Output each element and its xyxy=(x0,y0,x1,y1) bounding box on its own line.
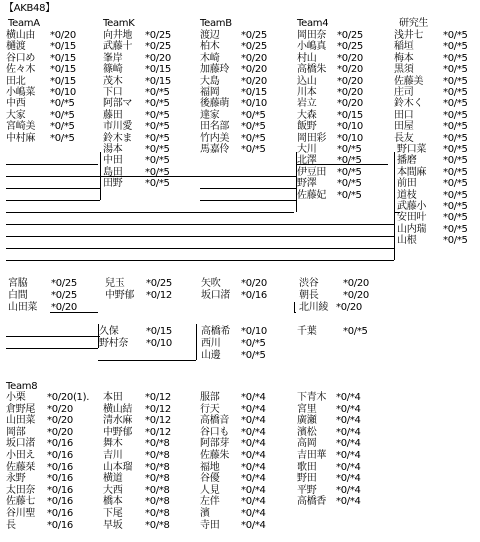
member-name: 西川 xyxy=(201,338,221,349)
member-score: *0/*5 xyxy=(337,155,362,167)
member-score: *0/20 xyxy=(145,52,171,64)
ruled-line xyxy=(6,336,98,337)
member-name: 伊豆田 xyxy=(297,166,327,178)
member-score: *0/10 xyxy=(146,338,172,349)
member-name: 岩立 xyxy=(297,98,317,110)
ruled-line xyxy=(394,152,395,260)
member-score: *0/16 xyxy=(241,290,267,301)
member-score: *0/12 xyxy=(145,392,171,403)
member-name: 浅井七 xyxy=(394,30,424,41)
member-name: 加藤玲 xyxy=(200,64,230,76)
team-header: TeamB xyxy=(200,18,232,29)
member-name: 兒玉 xyxy=(105,278,125,289)
member-name: 後藤萌 xyxy=(200,98,230,110)
member-score: *0/20 xyxy=(241,278,267,289)
member-name: 田屋 xyxy=(394,121,414,133)
member-score: *0/*4 xyxy=(241,426,266,438)
member-score: *0/*8 xyxy=(145,461,170,473)
member-score: *0/*8 xyxy=(145,450,170,461)
member-score: *0/*5 xyxy=(443,121,468,133)
member-score: *0/25 xyxy=(337,41,363,53)
member-score: *0/20 xyxy=(47,426,73,438)
member-score: *0/*5 xyxy=(145,155,170,167)
member-score: *0/*5 xyxy=(50,121,75,133)
member-name: 高橋希 xyxy=(201,326,231,337)
member-score: *0/*5 xyxy=(145,166,170,178)
member-score: *0/16 xyxy=(47,438,73,450)
member-score: *0/12 xyxy=(145,403,171,415)
member-score: *0/*5 xyxy=(443,41,468,53)
member-name: 阿部マ xyxy=(103,98,133,110)
member-score: *0/25 xyxy=(145,30,171,41)
member-name: 佐藤七 xyxy=(6,496,36,508)
member-score: *0/*4 xyxy=(241,415,266,427)
ruled-line xyxy=(196,324,197,360)
member-name: 清水麻 xyxy=(103,415,133,427)
member-name: 下口 xyxy=(103,87,123,98)
member-score: *0/*5 xyxy=(337,178,362,190)
member-name: 坂口渚 xyxy=(6,438,36,450)
member-score: *0/20 xyxy=(337,52,363,64)
member-name: 込山 xyxy=(297,75,317,87)
member-name: 山田菜 xyxy=(6,415,36,427)
member-score: *0/*5 xyxy=(443,155,468,167)
member-name: 本田 xyxy=(103,392,123,403)
ruled-line xyxy=(294,302,295,312)
member-score: *0/*8 xyxy=(145,473,170,485)
member-name: 永野 xyxy=(6,473,26,485)
member-score: *0/*5 xyxy=(145,121,170,133)
member-score: *0/20 xyxy=(241,75,267,87)
member-name: 田口 xyxy=(394,109,414,121)
member-score: *0/20 xyxy=(47,415,73,427)
member-name: 谷口も xyxy=(200,426,230,438)
member-name: 濱 xyxy=(200,508,210,519)
member-score: *0/*5 xyxy=(337,189,362,201)
member-name: 小嶋真 xyxy=(297,41,327,53)
member-score: *0/*5 xyxy=(241,109,266,121)
member-score: *0/*4 xyxy=(241,508,266,519)
member-name: 前田 xyxy=(397,178,417,190)
member-name: 下尾 xyxy=(103,508,123,519)
member-name: 篠崎 xyxy=(103,64,123,76)
member-score: *0/*4 xyxy=(241,484,266,496)
team-header: TeamK xyxy=(103,18,135,29)
member-score: *0/*5 xyxy=(443,223,468,235)
member-score: *0/*4 xyxy=(336,473,361,485)
document-heading: 【AKB48】 xyxy=(4,3,55,14)
team-header: TeamA xyxy=(8,18,40,29)
member-score: *0/25 xyxy=(241,30,267,41)
member-score: *0/*4 xyxy=(241,496,266,508)
member-name: 佐藤美 xyxy=(394,75,424,87)
member-name: 山邊 xyxy=(201,350,221,361)
team-header: 研究生 xyxy=(399,18,429,29)
member-name: 坂口渚 xyxy=(201,290,231,301)
member-name: 中田 xyxy=(103,155,123,167)
member-name: 山田菜 xyxy=(8,302,38,313)
member-score: *0/*5 xyxy=(443,98,468,110)
member-score: *0/*4 xyxy=(336,450,361,461)
member-name: 峯岸 xyxy=(103,52,123,64)
member-score: *0/20 xyxy=(336,302,362,313)
member-score: *0/*5 xyxy=(443,144,468,155)
ruled-line xyxy=(6,212,294,213)
member-name: 大西 xyxy=(103,484,123,496)
member-score: *0/*5 xyxy=(443,87,468,98)
member-score: *0/20 xyxy=(337,98,363,110)
member-score: *0/*5 xyxy=(145,178,170,190)
member-name: 大島 xyxy=(200,75,220,87)
ruled-line xyxy=(6,176,100,177)
member-name: 村山 xyxy=(297,52,317,64)
member-score: *0/*4 xyxy=(241,473,266,485)
ruled-line xyxy=(294,312,296,313)
member-score: *0/20 xyxy=(47,403,73,415)
ruled-line xyxy=(200,200,297,201)
member-name: 鈴木く xyxy=(394,98,424,110)
member-score: *0/*5 xyxy=(443,212,468,224)
member-score: *0/12 xyxy=(145,426,171,438)
member-score: *0/*4 xyxy=(241,450,266,461)
member-score: *0/25 xyxy=(51,278,77,289)
member-name: 北澤 xyxy=(297,155,317,167)
member-score: *0/16 xyxy=(47,496,73,508)
member-score: *0/*4 xyxy=(241,519,266,531)
ruled-line xyxy=(6,224,394,225)
member-score: *0/12 xyxy=(146,290,172,301)
member-name: 久保 xyxy=(99,326,119,337)
member-score: *0/20 xyxy=(51,302,77,313)
member-name: 梅本 xyxy=(394,52,414,64)
member-score: *0/*5 xyxy=(443,64,468,76)
member-score: *0/16 xyxy=(47,484,73,496)
member-score: *0/*5 xyxy=(145,132,170,144)
ruled-line xyxy=(6,248,394,249)
member-name: 廣瀬 xyxy=(297,415,317,427)
member-name: 渋谷 xyxy=(299,278,319,289)
member-score: *0/12 xyxy=(145,415,171,427)
member-name: 渡辺 xyxy=(200,30,220,41)
member-name: 高橋音 xyxy=(200,415,230,427)
ruled-line xyxy=(6,260,394,261)
member-score: *0/20 xyxy=(50,30,76,41)
member-score: *0/15 xyxy=(145,64,171,76)
member-name: 佐藤朱 xyxy=(200,450,230,461)
member-score: *0/15 xyxy=(50,41,76,53)
member-score: *0/16 xyxy=(47,473,73,485)
member-score: *0/*5 xyxy=(443,189,468,201)
member-score: *0/*5 xyxy=(50,98,75,110)
member-score: *0/20 xyxy=(337,64,363,76)
member-score: *0/10 xyxy=(241,98,267,110)
member-score: *0/20 xyxy=(337,75,363,87)
member-score: *0/*5 xyxy=(241,144,266,155)
member-name: 高岡 xyxy=(297,438,317,450)
member-name: 吉田華 xyxy=(297,450,327,461)
member-score: *0/15 xyxy=(241,87,267,98)
ruled-line xyxy=(98,324,99,348)
member-score: *0/15 xyxy=(50,52,76,64)
member-score: *0/15 xyxy=(337,109,363,121)
member-score: *0/15 xyxy=(146,326,172,337)
member-name: 岡田彩 xyxy=(297,132,327,144)
member-name: 山根 xyxy=(397,235,417,247)
member-name: 野村奈 xyxy=(99,338,129,349)
member-score: *0/*5 xyxy=(443,30,468,41)
member-name: 下青木 xyxy=(297,392,327,403)
member-score: *0/*4 xyxy=(241,438,266,450)
member-name: 佐藤妃 xyxy=(297,189,327,201)
member-name: 白間 xyxy=(8,290,28,301)
member-name: 濱松 xyxy=(297,426,317,438)
member-name: 高橋朱 xyxy=(297,64,327,76)
member-score: *0/*5 xyxy=(241,350,266,361)
member-name: 大家 xyxy=(6,109,26,121)
member-score: *0/*5 xyxy=(50,132,75,144)
member-score: *0/*5 xyxy=(443,201,468,212)
member-name: 吉川 xyxy=(103,450,123,461)
member-score: *0/16 xyxy=(47,519,73,531)
member-name: 福地 xyxy=(200,461,220,473)
member-name: 野澤 xyxy=(297,178,317,190)
member-name: 鈴木ま xyxy=(103,132,133,144)
member-name: 寺田 xyxy=(200,519,220,531)
member-name: 橋本 xyxy=(103,496,123,508)
member-name: 小嶋菜 xyxy=(6,87,36,98)
member-name: 横山由 xyxy=(6,30,36,41)
member-score: *0/16 xyxy=(47,508,73,519)
member-name: 横山結 xyxy=(103,403,133,415)
ruled-line xyxy=(6,348,98,349)
member-name: 道枝 xyxy=(397,189,417,201)
member-score: *0/*4 xyxy=(336,484,361,496)
member-name: 大森 xyxy=(297,109,317,121)
member-score: *0/*4 xyxy=(336,438,361,450)
member-name: 川本 xyxy=(297,87,317,98)
member-score: *0/*5 xyxy=(443,75,468,87)
ruled-line xyxy=(6,236,394,237)
member-score: *0/*4 xyxy=(336,426,361,438)
member-name: 舞木 xyxy=(103,438,123,450)
member-score: *0/15 xyxy=(50,75,76,87)
member-score: *0/15 xyxy=(50,64,76,76)
member-score: *0/*5 xyxy=(443,166,468,178)
ruled-line xyxy=(100,152,101,200)
member-score: *0/20 xyxy=(343,290,369,301)
member-name: 木崎 xyxy=(200,52,220,64)
member-score: *0/20 xyxy=(337,87,363,98)
member-score: *0/*4 xyxy=(336,461,361,473)
member-score: *0/*8 xyxy=(145,438,170,450)
member-name: 長 xyxy=(6,519,16,531)
member-score: *0/*5 xyxy=(145,87,170,98)
member-name: 柏木 xyxy=(200,41,220,53)
member-name: 山本瑠 xyxy=(103,461,133,473)
member-name: 稲垣 xyxy=(394,41,414,53)
member-name: 山内瑞 xyxy=(397,223,427,235)
member-name: 向井地 xyxy=(103,30,133,41)
member-name: 野口菜 xyxy=(397,144,427,155)
member-name: 倉野尾 xyxy=(6,403,36,415)
ruled-line xyxy=(6,188,100,189)
member-score: *0/20 xyxy=(343,278,369,289)
member-score: *0/*5 xyxy=(145,144,170,155)
member-score: *0/25 xyxy=(51,290,77,301)
member-name: 宮里 xyxy=(297,403,317,415)
member-score: *0/*5 xyxy=(145,98,170,110)
member-name: 中野郁 xyxy=(105,290,135,301)
member-name: 宮脇 xyxy=(8,278,28,289)
member-name: 佐藤栞 xyxy=(6,461,36,473)
member-score: *0/20(1). xyxy=(47,392,90,403)
member-score: *0/*4 xyxy=(241,403,266,415)
ruled-line xyxy=(200,188,297,189)
team-header: Team4 xyxy=(297,18,329,29)
member-score: *0/*5 xyxy=(241,121,266,133)
member-name: 島田 xyxy=(103,166,123,178)
member-name: 武藤小 xyxy=(397,201,427,212)
member-name: 野田 xyxy=(297,473,317,485)
member-score: *0/10 xyxy=(241,326,267,337)
member-score: *0/*5 xyxy=(337,166,362,178)
member-name: 福岡 xyxy=(200,87,220,98)
member-score: *0/16 xyxy=(47,461,73,473)
ruled-line xyxy=(6,200,100,201)
member-score: *0/10 xyxy=(337,121,363,133)
member-score: *0/25 xyxy=(241,41,267,53)
member-score: *0/*5 xyxy=(343,326,368,337)
ruled-line xyxy=(100,176,200,177)
member-name: 武藤十 xyxy=(103,41,133,53)
member-name: 藤田 xyxy=(103,109,123,121)
member-score: *0/*5 xyxy=(241,338,266,349)
member-name: 播磨 xyxy=(397,155,417,167)
member-score: *0/*4 xyxy=(336,403,361,415)
member-score: *0/10 xyxy=(337,132,363,144)
member-score: *0/*8 xyxy=(145,484,170,496)
member-score: *0/*5 xyxy=(443,178,468,190)
member-name: 中村麻 xyxy=(6,132,36,144)
member-name: 田北 xyxy=(6,75,26,87)
member-name: 北川綾 xyxy=(299,302,329,313)
member-score: *0/16 xyxy=(47,450,73,461)
member-name: 谷川聖 xyxy=(6,508,36,519)
member-name: 田野 xyxy=(103,178,123,190)
member-name: 千葉 xyxy=(297,326,317,337)
team8-header: Team8 xyxy=(6,381,38,392)
ruled-line xyxy=(296,152,297,212)
member-name: 市川愛 xyxy=(103,121,133,133)
member-name: 太田奈 xyxy=(6,484,36,496)
member-name: 服部 xyxy=(200,392,220,403)
member-score: *0/20 xyxy=(241,52,267,64)
member-score: *0/*4 xyxy=(336,392,361,403)
ruled-line xyxy=(50,312,98,313)
member-name: 湯本 xyxy=(103,144,123,155)
member-name: 岡部 xyxy=(6,426,26,438)
member-score: *0/*8 xyxy=(145,508,170,519)
member-name: 朝長 xyxy=(299,290,319,301)
member-score: *0/*4 xyxy=(336,496,361,508)
member-name: 黒須 xyxy=(394,64,414,76)
member-score: *0/*4 xyxy=(241,392,266,403)
ruled-line xyxy=(6,164,98,165)
member-name: 庄司 xyxy=(394,87,414,98)
member-name: 安田叶 xyxy=(397,212,427,224)
member-name: 田名部 xyxy=(200,121,230,133)
member-name: 高橋香 xyxy=(297,496,327,508)
member-name: 達家 xyxy=(200,109,220,121)
member-score: *0/25 xyxy=(146,278,172,289)
member-name: 岡田奈 xyxy=(297,30,327,41)
member-score: *0/*5 xyxy=(50,109,75,121)
member-score: *0/25 xyxy=(145,41,171,53)
member-name: 長友 xyxy=(394,132,414,144)
member-name: 谷優 xyxy=(200,473,220,485)
member-name: 人見 xyxy=(200,484,220,496)
member-name: 中野郁 xyxy=(103,426,133,438)
member-name: 中西 xyxy=(6,98,26,110)
member-name: 谷口め xyxy=(6,52,36,64)
ruled-line xyxy=(98,360,196,361)
ruled-line xyxy=(200,176,297,177)
member-name: 大川 xyxy=(297,144,317,155)
member-score: *0/10 xyxy=(50,87,76,98)
member-score: *0/*4 xyxy=(336,415,361,427)
member-name: 歌田 xyxy=(297,461,317,473)
member-name: 竹内美 xyxy=(200,132,230,144)
member-score: *0/*5 xyxy=(241,132,266,144)
member-score: *0/*5 xyxy=(443,235,468,247)
ruled-line xyxy=(296,164,388,165)
member-score: *0/25 xyxy=(337,30,363,41)
member-name: 左伴 xyxy=(200,496,220,508)
member-name: 阿部芽 xyxy=(200,438,230,450)
member-name: 馬嘉伶 xyxy=(200,144,230,155)
member-name: 佐々木 xyxy=(6,64,36,76)
member-name: 矢吹 xyxy=(201,278,221,289)
member-score: *0/*5 xyxy=(337,144,362,155)
member-name: 小栗 xyxy=(6,392,26,403)
member-name: 早坂 xyxy=(103,519,123,531)
member-score: *0/*5 xyxy=(145,109,170,121)
member-name: 行天 xyxy=(200,403,220,415)
member-name: 宮崎美 xyxy=(6,121,36,133)
member-name: 茂木 xyxy=(103,75,123,87)
member-name: 本間麻 xyxy=(397,166,427,178)
member-name: 平野 xyxy=(297,484,317,496)
member-name: 小田え xyxy=(6,450,36,461)
member-score: *0/*8 xyxy=(145,519,170,531)
member-score: *0/20 xyxy=(241,64,267,76)
member-score: *0/*5 xyxy=(443,52,468,64)
member-score: *0/15 xyxy=(145,75,171,87)
member-score: *0/*4 xyxy=(241,461,266,473)
member-score: *0/*5 xyxy=(443,109,468,121)
member-name: 飯野 xyxy=(297,121,317,133)
member-score: *0/*8 xyxy=(145,496,170,508)
member-score: *0/*5 xyxy=(443,132,468,144)
member-name: 樋渡 xyxy=(6,41,26,53)
member-name: 横道 xyxy=(103,473,123,485)
